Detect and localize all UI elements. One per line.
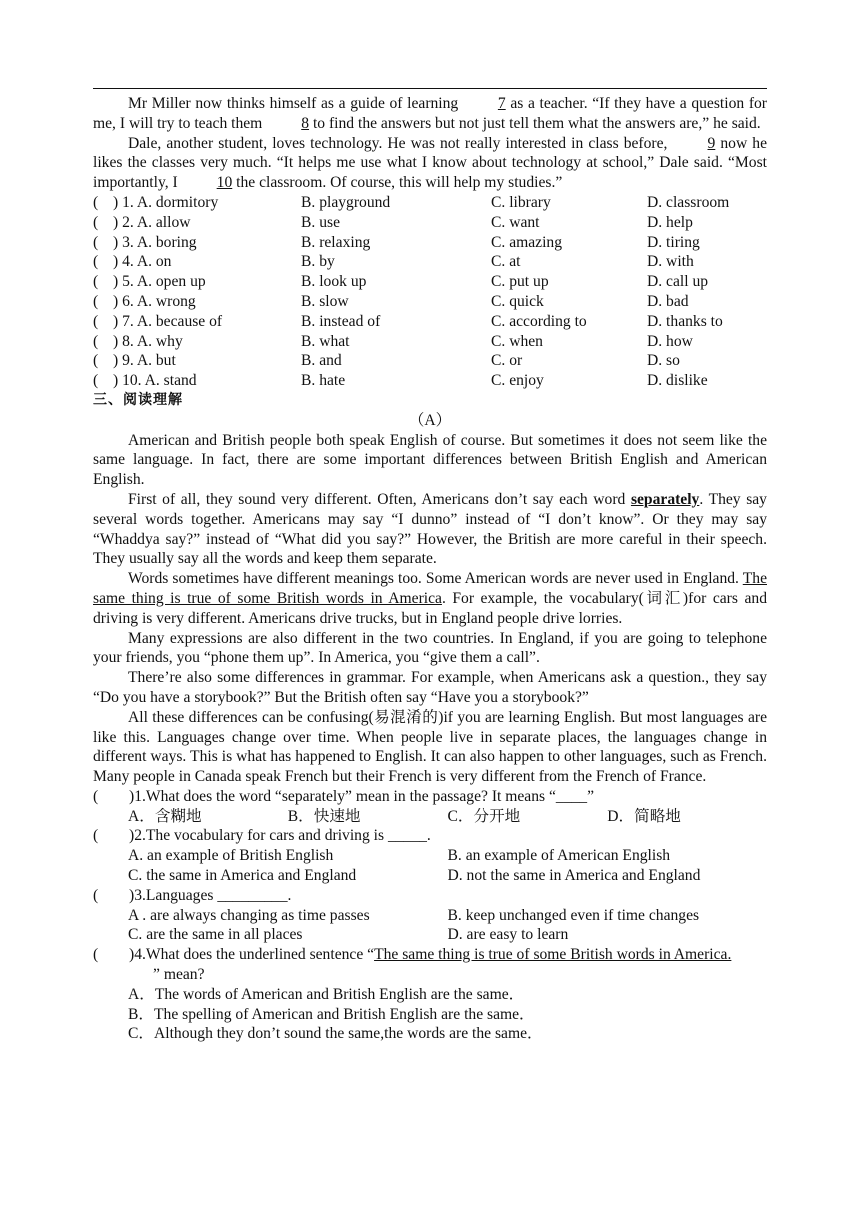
cloze-option-row — [93, 233, 767, 253]
cloze-option-row — [93, 332, 767, 352]
option-d: D. classroom — [647, 193, 730, 211]
option-d: D. tiring — [647, 233, 700, 251]
answer-paren: ( — [93, 332, 99, 350]
option-b: B. look up — [301, 273, 367, 291]
option-d: D. are easy to learn — [447, 926, 569, 944]
section-heading: 三、阅读理解 — [93, 391, 183, 408]
option-b: B. an example of American English — [447, 847, 671, 865]
text: )4.What does the underlined sentence “ — [129, 946, 375, 964]
question-3-options-cd — [93, 925, 767, 945]
passage-paragraph-1: American and British people both speak English of course. But sometimes it does not seem like the same language. In fact, there are some important differences between British English and American English. — [93, 431, 767, 489]
text: Mr Miller now thinks himself as a guide of learning — [128, 95, 459, 112]
option-c: C. put up — [491, 273, 549, 291]
option-a: ) 7. A. because of — [113, 312, 223, 330]
option-b: B. what — [301, 332, 350, 350]
option-b: B. use — [301, 213, 340, 231]
text: the classroom. Of course, this will help my studies.” — [236, 174, 563, 192]
blank-10: 10 — [216, 174, 233, 192]
blank-8: 8 — [301, 114, 310, 132]
answer-paren: ( — [93, 827, 99, 845]
option-d: D. bad — [647, 292, 689, 310]
option-c: C. amazing — [491, 233, 563, 251]
blank-9: 9 — [707, 134, 716, 152]
worksheet-body — [93, 94, 767, 1044]
cloze-option-row — [93, 371, 767, 391]
passage-paragraph-5: There’re also some differences in grammar. For example, when Americans ask a question., they say “Do you have a storybook?” But the British often say “Have you a storybook?” — [93, 669, 767, 706]
question-1-options — [93, 807, 767, 827]
passage-paragraph-4: Many expressions are also different in the two countries. In England, if you are going to telephone your friends, you “phone them up”. In America, you “give them a call”. — [93, 629, 767, 667]
option-c: C. or — [491, 352, 523, 370]
question-4-option-c: C．Although they don’t sound the same,the words are the same． — [128, 1025, 543, 1043]
paragraph-miller — [93, 94, 767, 134]
answer-paren: ( — [93, 787, 99, 805]
underlined-quote: The same thing is true of some British words in America. — [374, 946, 732, 964]
blank-7: 7 — [497, 95, 506, 112]
cloze-option-row — [93, 292, 767, 312]
text: as a teacher. “If they have a question for me, I will try to teach them — [93, 95, 767, 132]
option-a: ) 5. A. open up — [113, 273, 206, 291]
option-c: C. quick — [491, 292, 544, 310]
option-b: B. relaxing — [301, 233, 371, 251]
option-c: C. when — [491, 332, 543, 350]
option-b: B. hate — [301, 372, 346, 390]
question-1 — [93, 787, 767, 807]
option-b: B. and — [301, 352, 342, 370]
option-a: A . are always changing as time passes — [128, 906, 370, 924]
option-d: D. thanks to — [647, 312, 723, 330]
text: Words sometimes have different meanings too. Some American words are never used in England. — [128, 570, 739, 588]
text: Dale, another student, loves technology. He was not really interested in class before, — [128, 134, 668, 152]
option-c: C. enjoy — [491, 372, 544, 390]
option-d: D. how — [647, 332, 693, 350]
passage-label: （A） — [408, 411, 452, 429]
question-2 — [93, 826, 767, 846]
option-c: C．分开地 — [447, 807, 521, 825]
text: . For example, the vocabulary(词汇)for cars and driving is very different. Americans drive trucks, but in England people drive lorries. — [93, 589, 767, 627]
answer-paren: ( — [93, 193, 99, 211]
option-a: ) 4. A. on — [113, 253, 172, 271]
underlined-sentence: The same thing is true of some British words in America — [93, 570, 767, 607]
question-4-stem-end: ” mean? — [153, 966, 205, 984]
passage-paragraph-2 — [93, 490, 767, 569]
answer-paren: ( — [93, 292, 99, 310]
answer-paren: ( — [93, 352, 99, 370]
cloze-option-row — [93, 252, 767, 272]
question-stem: )2.The vocabulary for cars and driving is _____. — [129, 827, 431, 845]
passage-paragraph-6: All these differences can be confusing(易混淆的)if you are learning English. But most languages are like this. Languages change over time. When people live in separate places, the languages change in different ways. This is what has happened to English. It can also happen to other languages, such as French. Many people in Canada speak French but their French is very different from the French of France. — [93, 708, 767, 786]
cloze-option-row — [93, 213, 767, 233]
option-a: ) 9. A. but — [113, 352, 176, 370]
question-stem — [129, 945, 731, 965]
paragraph-dale — [93, 134, 767, 193]
option-a: ) 2. A. allow — [113, 213, 191, 231]
question-4-option-b: B．The spelling of American and British English are the same． — [128, 1005, 535, 1023]
text: now he likes the classes very much. “It helps me use what I know about technology at school,” Dale said. “Most importantly, I — [93, 134, 767, 192]
option-a: A. an example of British English — [128, 847, 334, 865]
cloze-option-row — [93, 351, 767, 371]
question-2-options-cd — [93, 866, 767, 886]
option-a: ) 6. A. wrong — [113, 292, 196, 310]
answer-paren: ( — [93, 213, 99, 231]
top-rule — [93, 88, 767, 89]
answer-paren: ( — [93, 946, 99, 964]
question-3 — [93, 886, 767, 906]
option-d: D. call up — [647, 273, 709, 291]
option-b: B. slow — [301, 292, 349, 310]
option-b: B．快速地 — [287, 807, 361, 825]
cloze-options — [93, 193, 767, 391]
option-a: ) 10. A. stand — [113, 372, 197, 390]
answer-paren: ( — [93, 312, 99, 330]
option-b: B. keep unchanged even if time changes — [447, 906, 700, 924]
passage-paragraph-3 — [93, 569, 767, 628]
question-stem: )1.What does the word “separately” mean in the passage? It means “____” — [129, 787, 595, 805]
answer-paren: ( — [93, 886, 99, 904]
option-c: C. are the same in all places — [128, 926, 303, 944]
answer-paren: ( — [93, 372, 99, 390]
answer-paren: ( — [93, 233, 99, 251]
option-d: D. so — [647, 352, 680, 370]
answer-paren: ( — [93, 253, 99, 271]
cloze-option-row — [93, 193, 767, 213]
option-d: D. not the same in America and England — [447, 867, 701, 885]
text: First of all, they sound very different. Often, Americans don’t say each word — [128, 490, 626, 508]
option-a: ) 1. A. dormitory — [113, 193, 219, 211]
option-c: C. library — [491, 193, 551, 211]
option-d: D．简略地 — [607, 807, 681, 825]
keyword-separately: separately — [630, 490, 700, 508]
question-4 — [93, 945, 767, 965]
option-c: C. according to — [491, 312, 587, 330]
option-d: D. with — [647, 253, 694, 271]
option-a: A．含糊地 — [128, 807, 202, 825]
option-c: C. want — [491, 213, 540, 231]
answer-paren: ( — [93, 273, 99, 291]
option-a: ) 8. A. why — [113, 332, 183, 350]
option-c: C. the same in America and England — [128, 867, 357, 885]
option-a: ) 3. A. boring — [113, 233, 197, 251]
question-3-options-ab — [93, 906, 767, 926]
option-b: B. instead of — [301, 312, 381, 330]
cloze-option-row — [93, 312, 767, 332]
option-b: B. playground — [301, 193, 391, 211]
cloze-option-row — [93, 272, 767, 292]
question-4-option-a: A．The words of American and British English are the same． — [128, 985, 525, 1003]
text: . They say several words together. Americans may say “I dunno” instead of “I don’t know”. Or they may say “Whaddya say?” instead of “What did you say?” However, the British are more careful in their speech. They usually say all the words and keep them separate. — [93, 490, 767, 568]
option-d: D. help — [647, 213, 693, 231]
option-c: C. at — [491, 253, 521, 271]
question-stem: )3.Languages _________. — [129, 886, 292, 904]
option-d: D. dislike — [647, 372, 708, 390]
option-b: B. by — [301, 253, 335, 271]
text: to find the answers but not just tell them what the answers are,” he said. — [312, 114, 761, 132]
question-2-options-ab — [93, 846, 767, 866]
